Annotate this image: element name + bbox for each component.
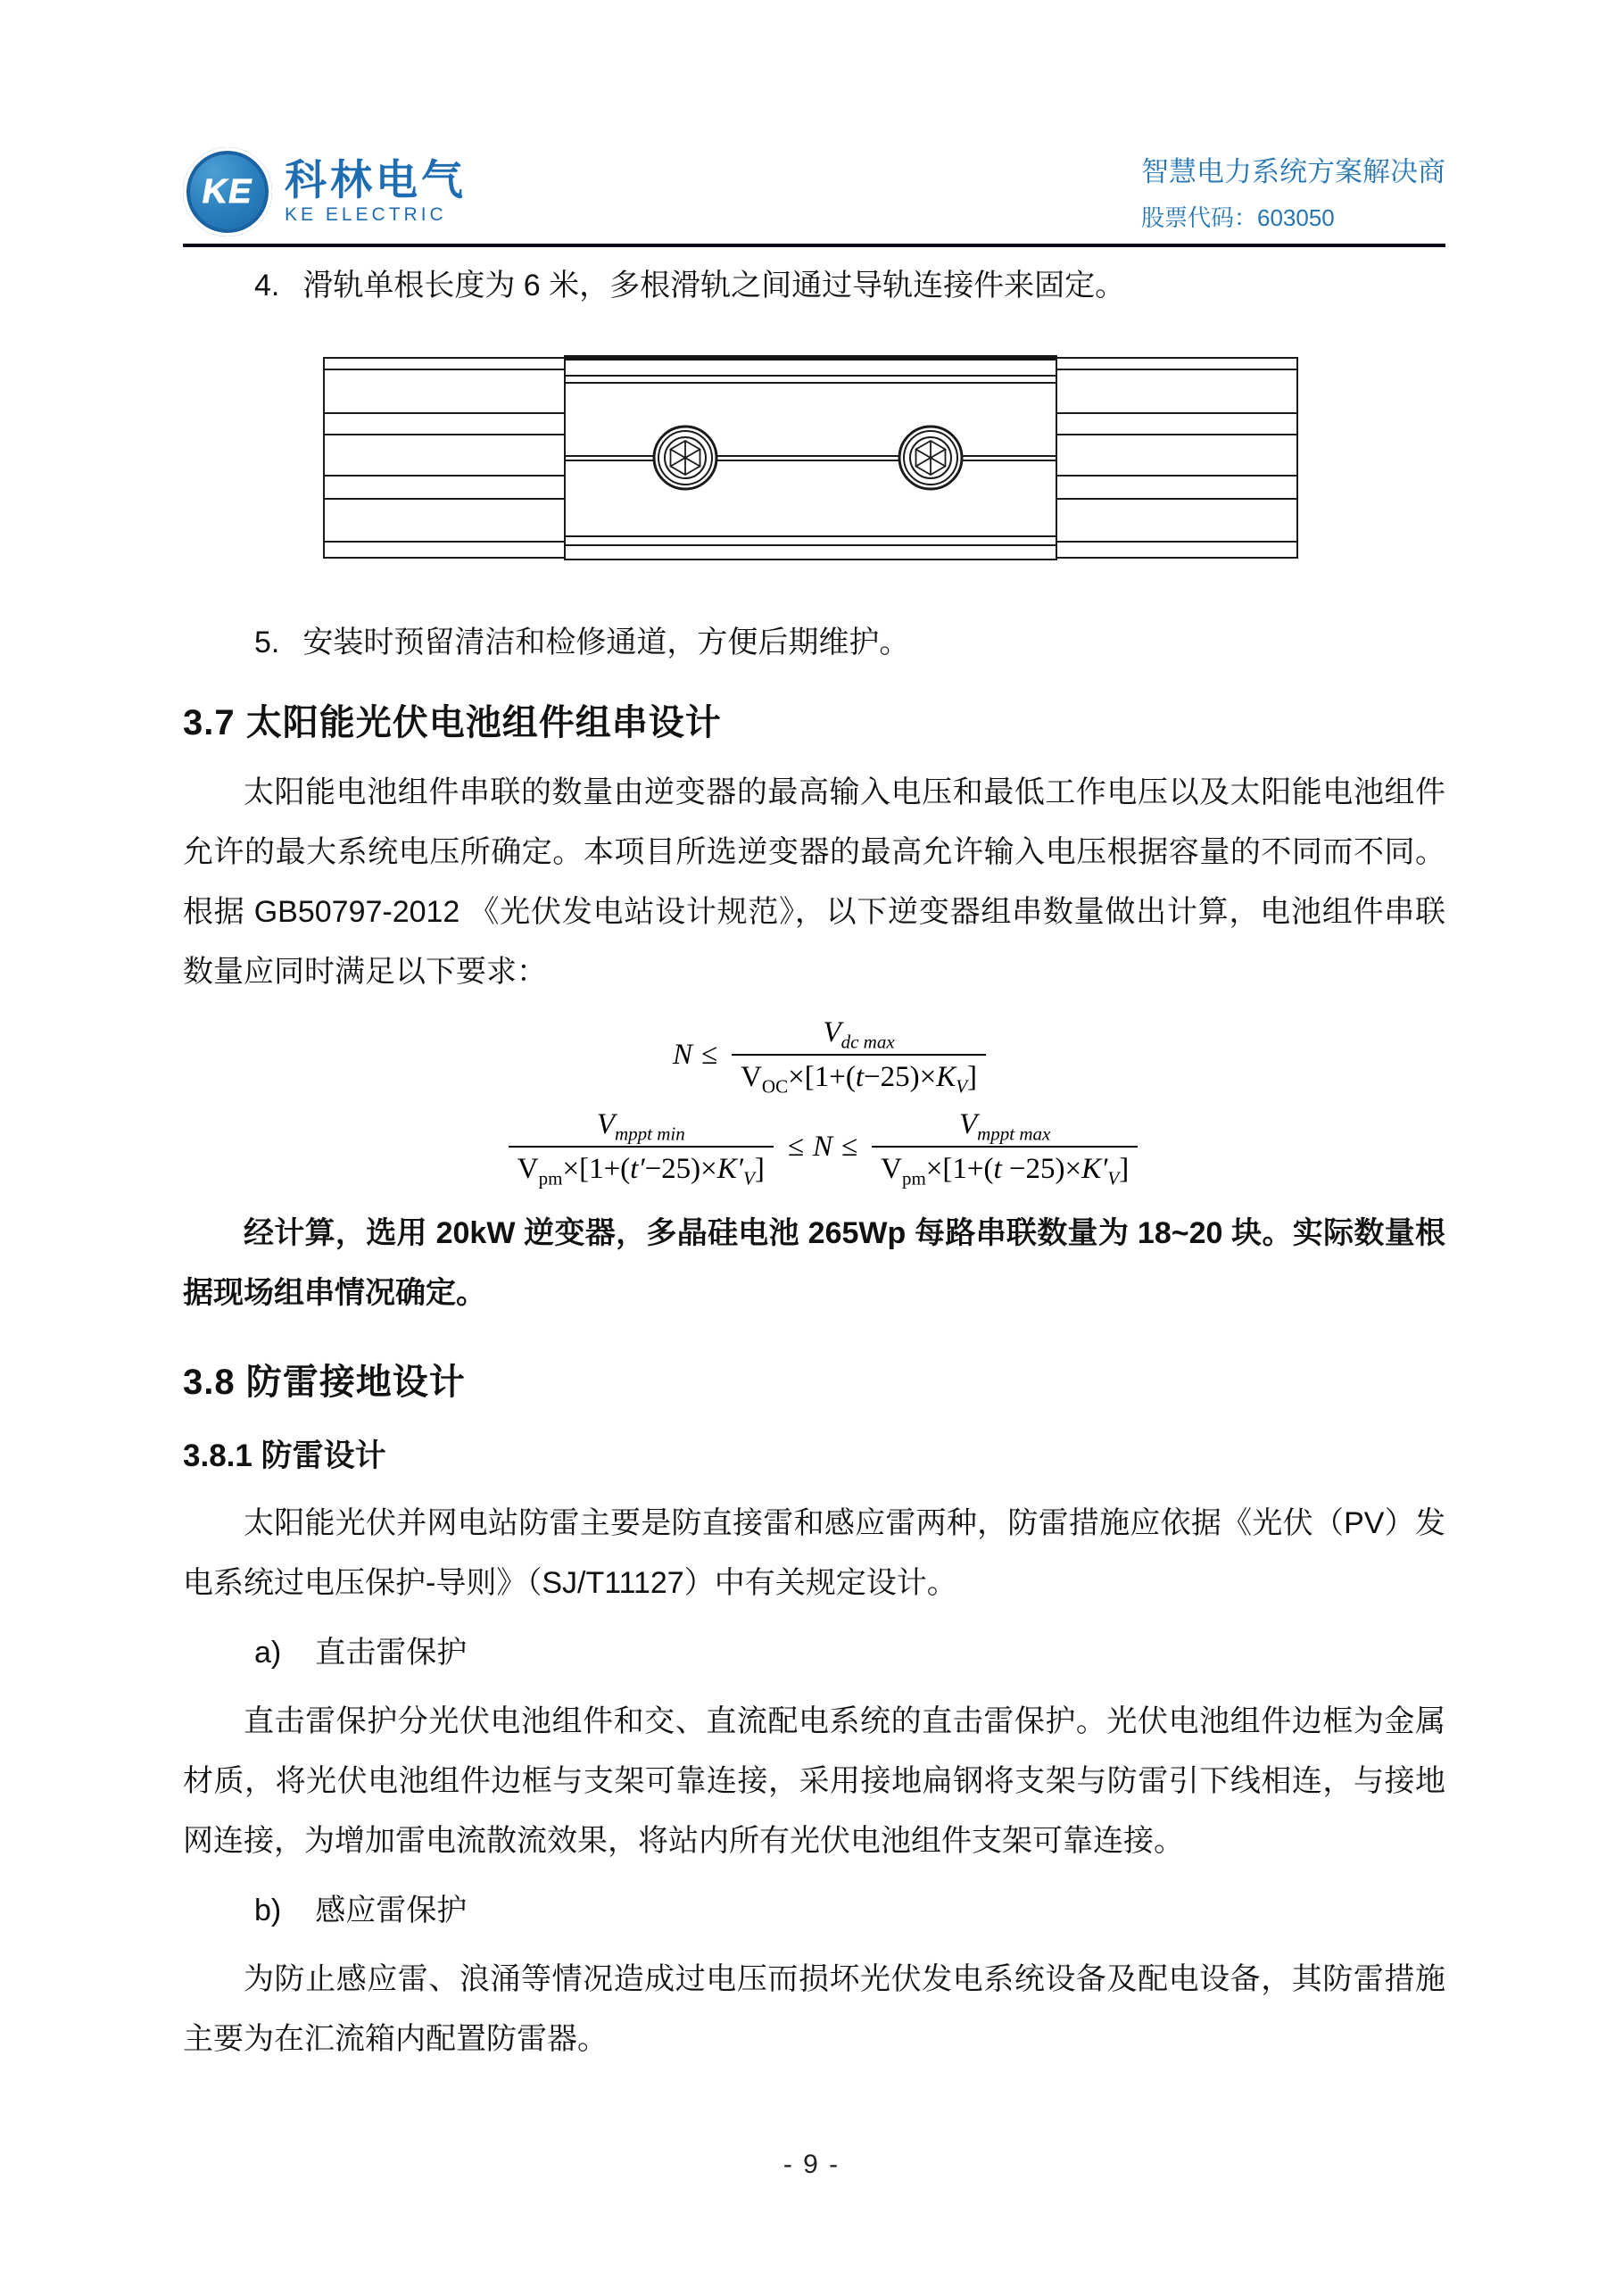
direct-lightning-paragraph: 直击雷保护分光伏电池组件和交、直流配电系统的直击雷保护。光伏电池组件边框为金属材质，将光伏电池组件边框与支架可靠连接，采用接地扁钢将支架与防雷引下线相连，与接地网连接，为增加雷电流散流效果，将站内所有光伏电池组件支架可靠连接。 <box>183 1703 1445 1858</box>
company-tagline: 智慧电力系统方案解决商 <box>1141 156 1445 187</box>
fraction <box>732 1015 986 1098</box>
formula-series-count-range <box>183 1107 1445 1189</box>
list-item-text: 安装时预留清洁和检修通道，方便后期维护。 <box>302 625 910 659</box>
fraction <box>509 1107 774 1189</box>
list-item-label: a) <box>254 1635 282 1670</box>
list-item-a <box>183 1633 1445 1674</box>
brand-name-cn: 科林电气 <box>285 155 467 203</box>
section-3-7-paragraph: 太阳能电池组件串联的数量由逆变器的最高输入电压和最低工作电压以及太阳能电池组件允许的最大系统电压所确定。本项目所选逆变器的最高允许输入电压根据容量的不同而不同。根据 GB50797-2012 《光伏发电站设计规范》，以下逆变器组串数量做出计算，电池组件串联数量应同时满足以下要求： <box>183 775 1445 989</box>
fraction-denominator: $V_{OC}\times[1+(t-25)\times K_V]$ <box>732 1054 986 1094</box>
list-item-number: 4. <box>254 269 280 303</box>
fraction-numerator: $V_{mppt min}$ <box>596 1107 685 1145</box>
formula-series-count-max <box>183 1015 1445 1098</box>
fraction-denominator: $V_{pm}\times[1+(t -25)\times K'_V]$ <box>872 1146 1138 1186</box>
brand-text <box>285 155 467 226</box>
fraction <box>872 1107 1138 1189</box>
formula-n: N <box>672 1038 692 1071</box>
list-item-4 <box>183 266 1445 307</box>
logo-badge-text: KE <box>198 172 257 211</box>
list-item-text: 滑轨单根长度为 6 米，多根滑轨之间通过导轨连接件来固定。 <box>302 269 1126 303</box>
leq-operator: ≤ <box>787 1130 804 1163</box>
list-item-label: b) <box>254 1893 282 1927</box>
list-item-5 <box>183 623 1445 664</box>
section-3-8-paragraph: 太阳能光伏并网电站防雷主要是防直接雷和感应雷两种，防雷措施应依据《光伏（PV）发电系统过电压保护-导则》（SJ/T11127）中有关规定设计。 <box>183 1505 1445 1600</box>
rail-connector-drawing <box>322 355 1299 560</box>
list-item-title: 直击雷保护 <box>315 1635 468 1670</box>
fraction-denominator: $V_{pm}\times[1+(t'-25)\times K'_V]$ <box>509 1146 774 1186</box>
bolt-icon <box>654 427 716 489</box>
list-item-title: 感应雷保护 <box>315 1893 468 1927</box>
list-item-b <box>183 1891 1445 1932</box>
ke-logo-icon <box>183 147 272 236</box>
bolt-icon <box>899 427 962 489</box>
left-rail <box>324 358 565 558</box>
section-3-8-1-heading: 3.8.1 防雷设计 <box>183 1438 386 1473</box>
header-right <box>1141 149 1445 235</box>
induced-lightning-paragraph: 为防止感应雷、浪涌等情况造成过电压而损坏光伏发电系统设备及配电设备，其防雷措施主要为在汇流箱内配置防雷器。 <box>183 1961 1445 2056</box>
fraction-numerator: $V_{mppt max}$ <box>958 1107 1051 1145</box>
section-3-7-heading: 3.7 太阳能光伏电池组件组串设计 <box>183 702 722 742</box>
brand-name-en: KE ELECTRIC <box>285 204 447 226</box>
page-number: - 9 - <box>783 2150 840 2179</box>
leq-operator: ≤ <box>700 1038 718 1071</box>
stock-code: 股票代码：603050 <box>1141 204 1335 231</box>
rail-connector-figure <box>322 355 1299 560</box>
fraction-numerator: $V_{dc max}$ <box>823 1015 895 1053</box>
connector-plate <box>565 356 1056 559</box>
brand <box>183 147 467 236</box>
list-item-number: 5. <box>254 625 280 659</box>
page-header <box>183 145 1445 247</box>
section-3-8-heading: 3.8 防雷接地设计 <box>183 1362 466 1402</box>
formula-n: N <box>812 1130 832 1163</box>
leq-operator: ≤ <box>840 1130 858 1163</box>
right-rail <box>1056 358 1297 558</box>
section-3-7-conclusion: 经计算，选用 20kW 逆变器，多晶硅电池 265Wp 每路串联数量为 18~20 块。实际数量根据现场组串情况确定。 <box>183 1215 1445 1310</box>
